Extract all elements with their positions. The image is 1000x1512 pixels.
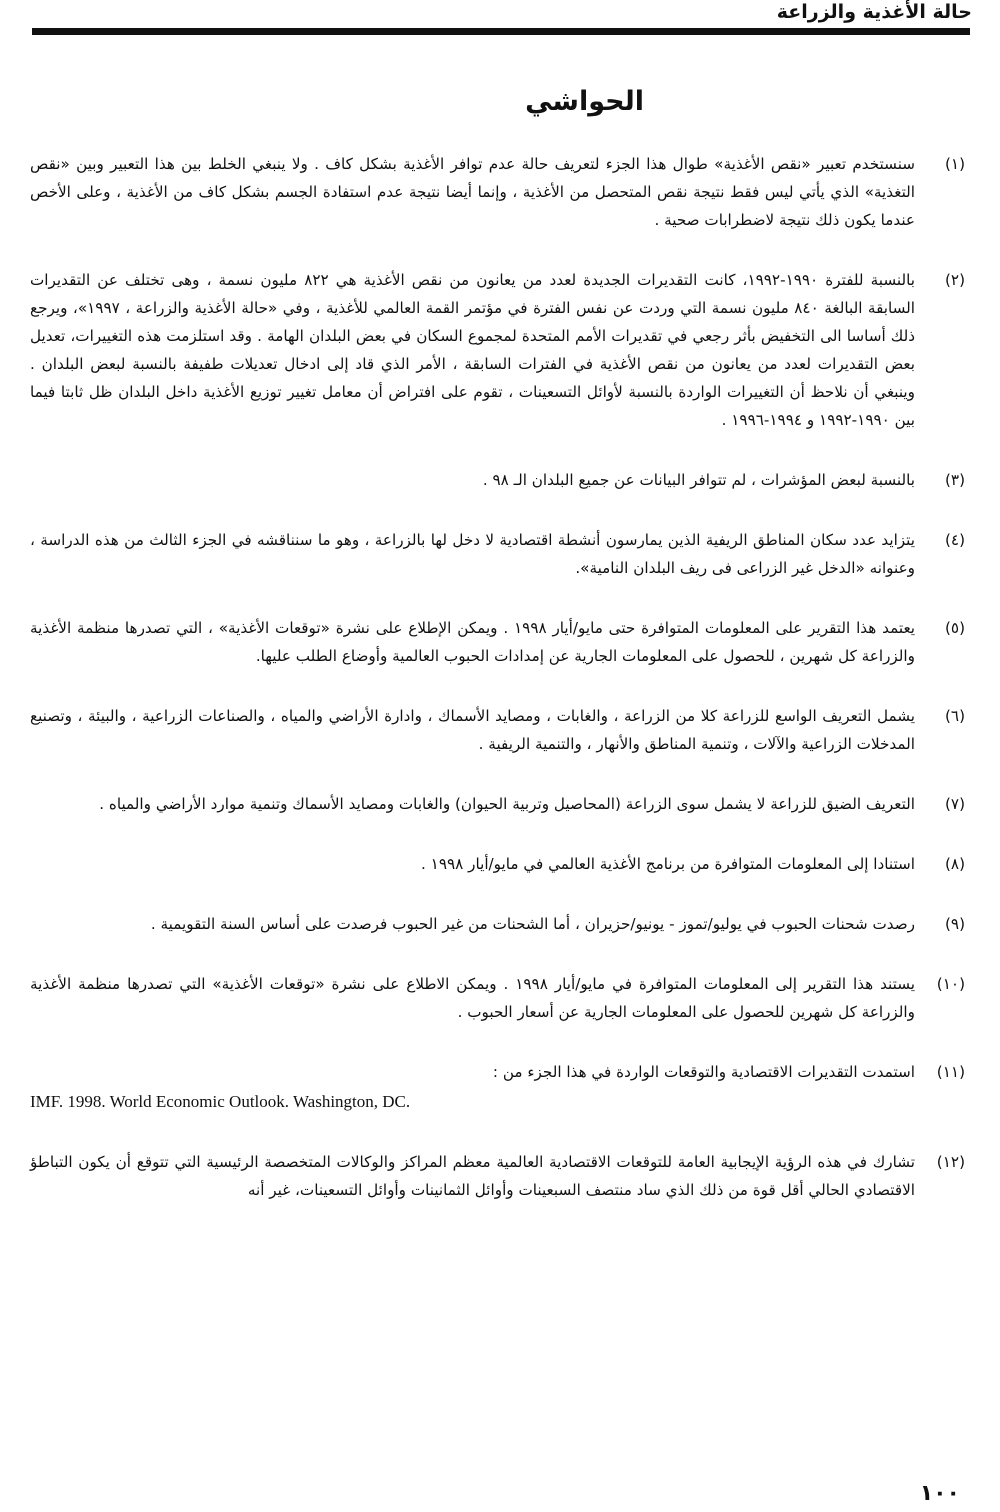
- footnote-text: استمدت التقديرات الاقتصادية والتوقعات الواردة في هذا الجزء من :: [492, 1063, 915, 1081]
- footnote-9: [30, 910, 965, 938]
- footnote-11: [30, 1058, 965, 1116]
- footnote-text: يتزايد عدد سكان المناطق الريفية الذين يمارسون أنشطة اقتصادية لا دخل لها بالزراعة ، وهو ما سنناقشه في الجزء الثالث من هذه الدراسة ، وعنوانه «الدخل غير الزراعى فى ريف البلدان النامية».: [30, 531, 915, 577]
- footnote-text: يشمل التعريف الواسع للزراعة كلا من الزراعة ، والغابات ، ومصايد الأسماك ، وادارة الأراضي والمياه ، والصناعات الزراعية ، والبيئة ، وتصنيع المدخلات الزراعية والآلات ، وتنمية المناطق والأنهار ، والتنمية الريفية .: [30, 707, 915, 753]
- footnote-text: سنستخدم تعبير «نقص الأغذية» طوال هذا الجزء لتعريف حالة عدم توافر الأغذية بشكل كاف . ولا ينبغي الخلط بين هذا التعبير وبين «نقص التغذية» الذي يأتي ليس فقط نتيجة نقص المتحصل من الأغذية ، وإنما أيضا نتيجة عدم استفادة الجسم بشكل كاف من الأغذية ، وعلى الأخص عندما يكون ذلك نتيجة لاضطرابات صحية .: [30, 155, 915, 229]
- running-header: حالة الأغذية والزراعة: [776, 1, 972, 23]
- footnote-text: يعتمد هذا التقرير على المعلومات المتوافرة حتى مايو/أيار ١٩٩٨ . ويمكن الإطلاع على نشرة «توقعات الأغذية» ، التي تصدرها منظمة الأغذية والزراعة كل شهرين ، للحصول على المعلومات الجارية عن إمدادات الحبوب العالمية وأوضاع الطلب عليها.: [30, 619, 915, 665]
- footnote-2: [30, 266, 965, 434]
- footnote-5: [30, 614, 965, 670]
- footnotes-list: [30, 150, 965, 1236]
- footnote-number: (٩): [944, 915, 965, 933]
- footnote-number: (١): [944, 155, 965, 173]
- footnote-number: (٥): [944, 619, 965, 637]
- header-rule: [32, 28, 970, 35]
- footnote-text: تشارك في هذه الرؤية الإيجابية العامة للتوقعات الاقتصادية العالمية معظم المراكز والوكالات المتخصصة الرئيسية التي تتوقع أن يكون التباطؤ الاقتصادي الحالي أقل قوة من ذلك الذي ساد منتصف السبعينات وأوائل الثمانينات وأوائل التسعينات، غير أنه: [30, 1153, 915, 1199]
- footnote-number: (٦): [944, 707, 965, 725]
- footnote-body: [30, 1058, 921, 1116]
- footnote-3: [30, 466, 965, 494]
- footnote-text: استنادا إلى المعلومات المتوافرة من برنامج الأغذية العالمي في مايو/أيار ١٩٩٨ .: [421, 855, 915, 873]
- footnote-number: (١٠): [936, 975, 965, 993]
- footnote-reference: IMF. 1998. World Economic Outlook. Washington, DC.: [30, 1092, 411, 1111]
- footnote-text: التعريف الضيق للزراعة لا يشمل سوى الزراعة (المحاصيل وتربية الحيوان) والغابات ومصايد الأسماك وتنمية موارد الأراضي والمياه .: [99, 795, 915, 813]
- footnote-10: [30, 970, 965, 1026]
- footnote-12: [30, 1148, 965, 1204]
- footnote-text: بالنسبة لبعض المؤشرات ، لم تتوافر البيانات عن جميع البلدان الـ ٩٨ .: [482, 471, 915, 489]
- footnote-text: يستند هذا التقرير إلى المعلومات المتوافرة في مايو/أيار ١٩٩٨ . ويمكن الاطلاع على نشرة «توقعات الأغذية» التي تصدرها منظمة الأغذية والزراعة كل شهرين للحصول على المعلومات الجارية عن أسعار الحبوب .: [30, 975, 915, 1021]
- footnote-number: (٤): [944, 531, 965, 549]
- footnote-number: (٨): [944, 855, 965, 873]
- footnote-number: (١٢): [936, 1153, 965, 1171]
- footnote-number: (٣): [944, 471, 965, 489]
- footnote-4: [30, 526, 965, 582]
- footnote-number: (٧): [944, 795, 965, 813]
- page-number: ١٠٠: [919, 1481, 960, 1506]
- footnote-1: [30, 150, 965, 234]
- footnote-8: [30, 850, 965, 878]
- footnote-7: [30, 790, 965, 818]
- section-title: الحواشي: [525, 86, 644, 117]
- footnote-text: رصدت شحنات الحبوب في يوليو/تموز - يونيو/حزيران ، أما الشحنات من غير الحبوب فرصدت على أساس السنة التقويمية .: [150, 915, 915, 933]
- footnote-number: (٢): [944, 271, 965, 289]
- footnote-number: (١١): [936, 1063, 965, 1081]
- footnote-text: بالنسبة للفترة ١٩٩٠-١٩٩٢، كانت التقديرات الجديدة لعدد من يعانون من نقص الأغذية هي ٨٢٢ مليون نسمة ، وهى تختلف عن التقديرات السابقة البالغة ٨٤٠ مليون نسمة التي وردت عن نفس الفترة في مؤتمر القمة العالمي للأغذية ، وفي «حالة الأغذية والزراعة ، ١٩٩٧»، ويرجع ذلك أساسا الى التخفيض بأثر رجعي في تقديرات الأمم المتحدة لمجموع السكان في بعض البلدان الهامة . وقد استلزمت هذه التغييرات، تعديل بعض التقديرات لعدد من يعانون من نقص الأغذية في الفترات السابقة ، الأمر الذي قاد إلى ادخال تعديلات طفيفة بالنسبة لبعض البلدان . وينبغي أن نلاحظ أن التغييرات الواردة بالنسبة لأوائل التسعينات ، تقوم على افتراض أن معامل تغيير توزيع الأغذية داخل البلدان ظل ثابتا فيما بين ١٩٩٠-١٩٩٢ و ١٩٩٤-١٩٩٦ .: [30, 271, 915, 429]
- footnote-6: [30, 702, 965, 758]
